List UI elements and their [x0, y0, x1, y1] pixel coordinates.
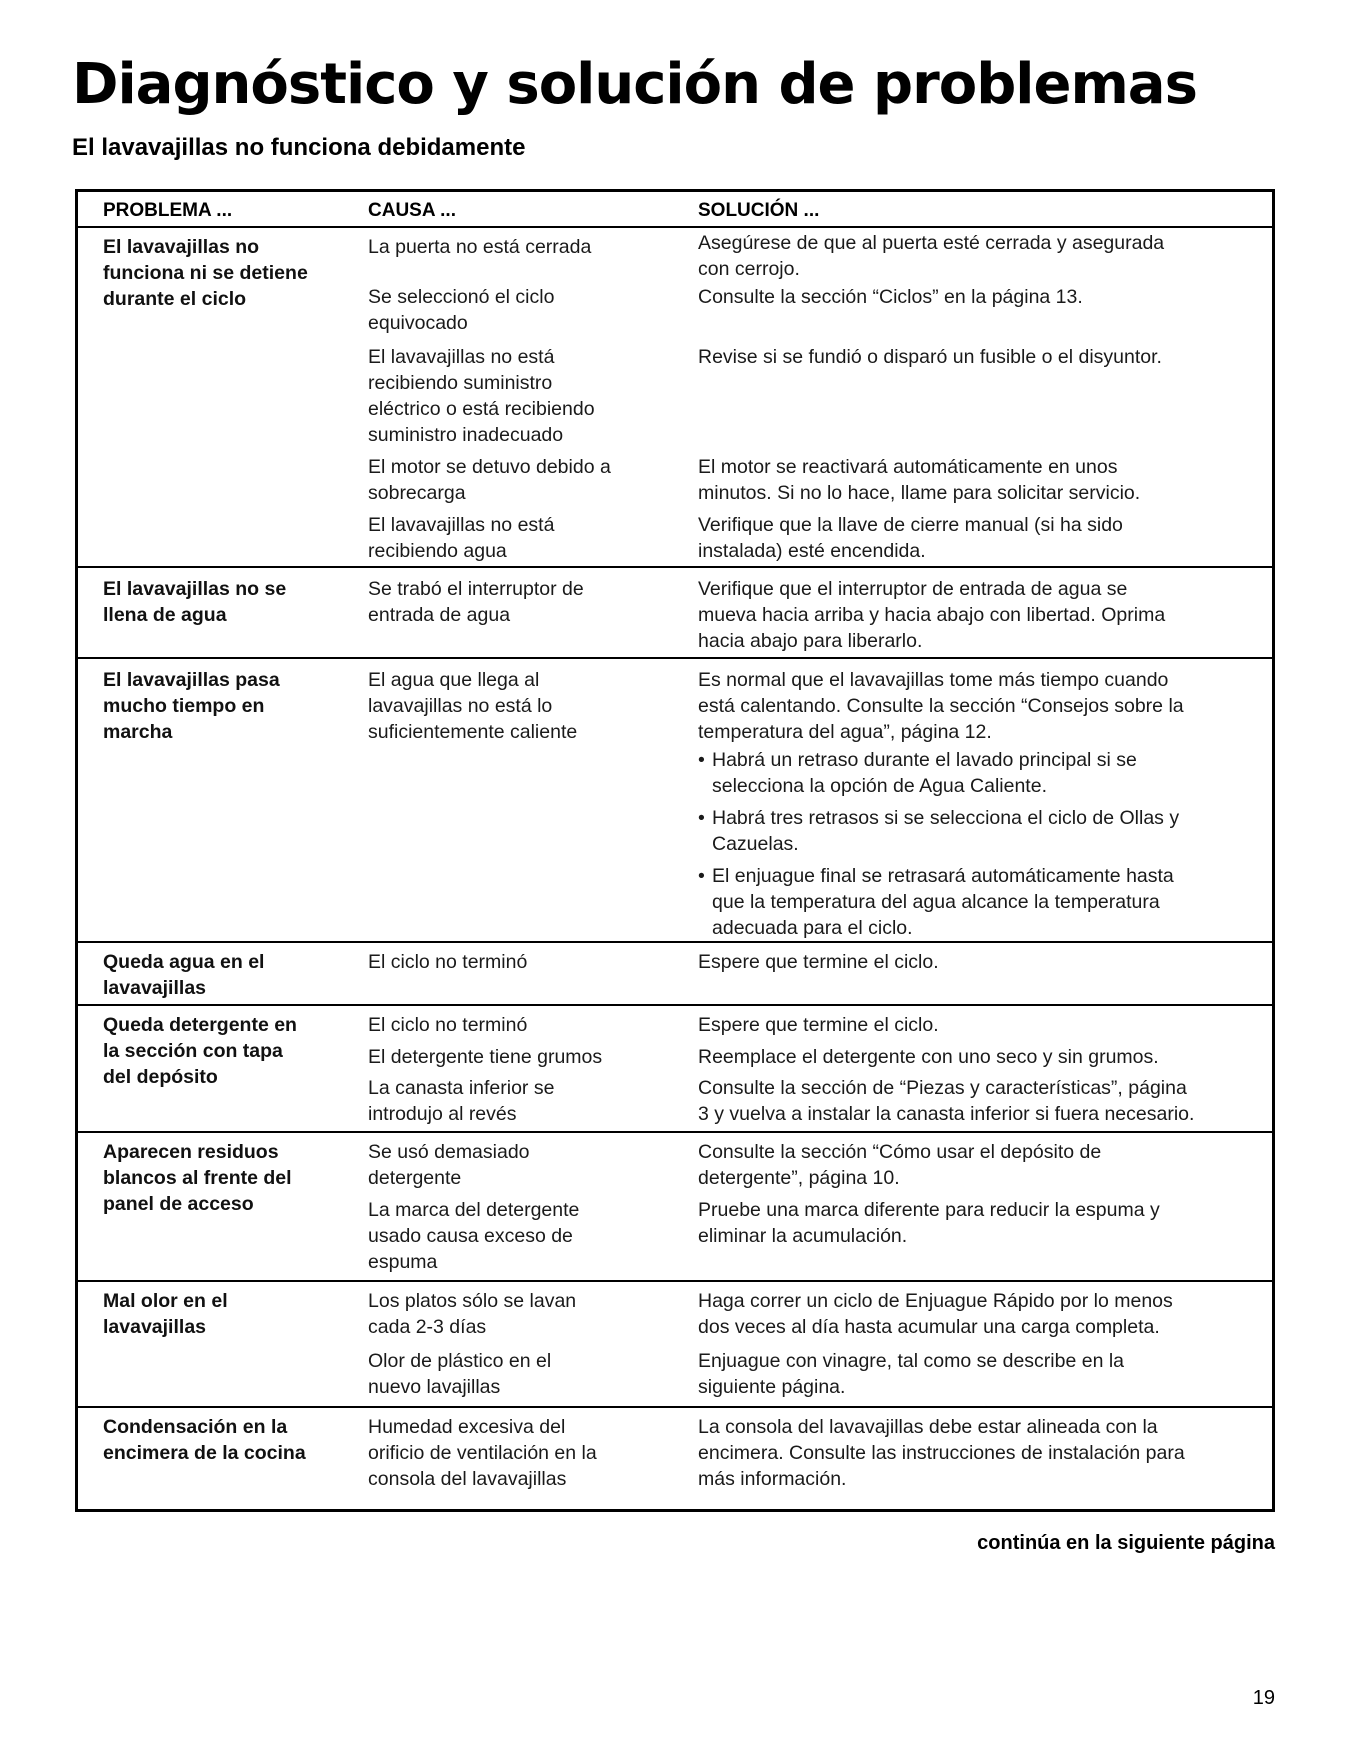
solution-cell: Espere que termine el ciclo.: [698, 1014, 939, 1036]
header-problem: PROBLEMA ...: [103, 200, 233, 221]
solution-cell: Consulte la sección “Cómo usar el depósito de detergente”, página 10.: [698, 1141, 1102, 1189]
row-divider: [78, 1406, 1272, 1408]
problem-cell: Condensación en la encimera de la cocina: [103, 1416, 306, 1464]
cause-cell: La marca del detergente usado causa exceso de espuma: [368, 1199, 580, 1273]
solution-cell: Asegúrese de que al puerta esté cerrada y asegurada con cerrojo.: [698, 232, 1165, 280]
cause-cell: Se seleccionó el ciclo equivocado: [368, 286, 555, 334]
solution-cell: Verifique que la llave de cierre manual (si ha sido instalada) esté encendida.: [698, 514, 1123, 562]
problem-cell: Aparecen residuos blancos al frente del panel de acceso: [103, 1141, 292, 1215]
solution-cell: Es normal que el lavavajillas tome más tiempo cuando está calentando. Consulte la sección “Consejos sobre la temperatura del agua”, página 12.: [698, 669, 1184, 743]
solution-cell: El motor se reactivará automáticamente en unos minutos. Si no lo hace, llame para solicitar servicio.: [698, 456, 1141, 504]
page-title: Diagnóstico y solución de problemas: [72, 52, 1197, 117]
problem-cell: Queda detergente en la sección con tapa del depósito: [103, 1014, 297, 1088]
solution-cell: Consulte la sección “Ciclos” en la página 13.: [698, 286, 1083, 308]
solution-cell: Reemplace el detergente con uno seco y sin grumos.: [698, 1046, 1159, 1068]
cause-cell: El detergente tiene grumos: [368, 1046, 603, 1068]
row-divider: [78, 1004, 1272, 1006]
solution-cell: Verifique que el interruptor de entrada de agua se mueva hacia arriba y hacia abajo con libertad. Oprima hacia abajo para liberarlo.: [698, 578, 1166, 652]
bullet-item: • Habrá tres retrasos si se selecciona el ciclo de Ollas y Cazuelas.: [698, 805, 1179, 857]
solution-cell: Consulte la sección de “Piezas y características”, página 3 y vuelva a instalar la canasta inferior si fuera necesario.: [698, 1077, 1195, 1125]
troubleshooting-table: [75, 189, 1275, 1512]
bullet-item: • Habrá un retraso durante el lavado principal si se selecciona la opción de Agua Caliente.: [698, 747, 1179, 799]
solution-cell: Enjuague con vinagre, tal como se describe en la siguiente página.: [698, 1350, 1125, 1398]
problem-cell: El lavavajillas pasa mucho tiempo en marcha: [103, 669, 280, 743]
solution-cell: La consola del lavavajillas debe estar alineada con la encimera. Consulte las instrucciones de instalación para más información.: [698, 1416, 1185, 1490]
cause-cell: El lavavajillas no está recibiendo agua: [368, 514, 555, 562]
bullet-item: • El enjuague final se retrasará automáticamente hasta que la temperatura del agua alcance la temperatura adecuada para el ciclo.: [698, 863, 1179, 941]
page-number: 19: [1252, 1687, 1275, 1709]
continued-note: continúa en la siguiente página: [977, 1532, 1275, 1554]
cause-cell: Los platos sólo se lavan cada 2-3 días: [368, 1290, 577, 1338]
cause-cell: Se trabó el interruptor de entrada de agua: [368, 578, 584, 626]
section-subtitle: El lavavajillas no funciona debidamente: [72, 134, 526, 161]
cause-cell: El lavavajillas no está recibiendo suministro eléctrico o está recibiendo suministro inadecuado: [368, 346, 595, 446]
cause-cell: Se usó demasiado detergente: [368, 1141, 530, 1189]
header-divider: [78, 226, 1272, 228]
cause-cell: Humedad excesiva del orificio de ventilación en la consola del lavavajillas: [368, 1416, 597, 1490]
row-divider: [78, 1131, 1272, 1133]
cause-cell: El ciclo no terminó: [368, 1014, 528, 1036]
cause-cell: El agua que llega al lavavajillas no está lo suficientemente caliente: [368, 669, 578, 743]
solution-cell: Haga correr un ciclo de Enjuague Rápido por lo menos dos veces al día hasta acumular una carga completa.: [698, 1290, 1173, 1338]
problem-cell: El lavavajillas no funciona ni se detiene durante el ciclo: [103, 236, 308, 310]
cause-cell: La canasta inferior se introdujo al revés: [368, 1077, 555, 1125]
row-divider: [78, 566, 1272, 568]
header-cause: CAUSA ...: [368, 200, 456, 221]
problem-cell: El lavavajillas no se llena de agua: [103, 578, 287, 626]
solution-cell: Revise si se fundió o disparó un fusible o el disyuntor.: [698, 346, 1162, 368]
cause-cell: La puerta no está cerrada: [368, 236, 592, 258]
row-divider: [78, 941, 1272, 943]
cause-cell: El ciclo no terminó: [368, 951, 528, 973]
cause-cell: Olor de plástico en el nuevo lavajillas: [368, 1350, 552, 1398]
solution-cell: Espere que termine el ciclo.: [698, 951, 939, 973]
solution-cell: Pruebe una marca diferente para reducir la espuma y eliminar la acumulación.: [698, 1199, 1160, 1247]
header-solution: SOLUCIÓN ...: [698, 200, 820, 221]
solution-bullet-list: [698, 747, 1179, 947]
row-divider: [78, 657, 1272, 659]
row-divider: [78, 1280, 1272, 1282]
problem-cell: Mal olor en el lavavajillas: [103, 1290, 228, 1338]
cause-cell: El motor se detuvo debido a sobrecarga: [368, 456, 611, 504]
problem-cell: Queda agua en el lavavajillas: [103, 951, 265, 999]
